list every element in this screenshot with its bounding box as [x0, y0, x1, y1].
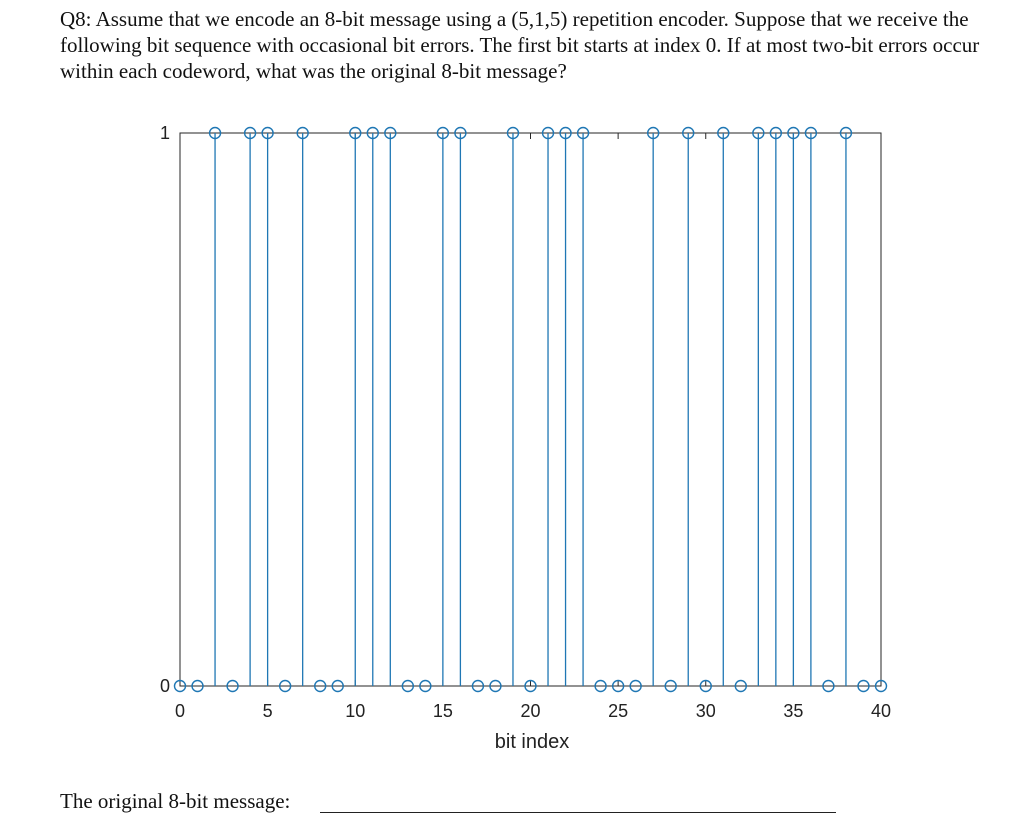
- answer-label: The original 8-bit message:: [60, 789, 291, 813]
- x-tick-label-30: 30: [695, 701, 716, 721]
- x-tick-label-25: 25: [608, 701, 629, 721]
- x-axis-label: bit index: [494, 731, 570, 753]
- x-tick-label-35: 35: [783, 701, 804, 721]
- x-tick-label-0: 0: [174, 701, 186, 721]
- y-tick-label-1: 1: [159, 123, 170, 143]
- y-tick-label-0: 0: [159, 676, 170, 696]
- x-tick-label-10: 10: [345, 701, 366, 721]
- question-text: Q8: Assume that we encode an 8-bit message using a (5,1,5) repetition encoder. Suppose that we receive the following bit sequence with occasional bit errors. The first bit starts at index 0. If at most two-bit errors occur within each codeword, what was the original 8-bit message?: [60, 7, 980, 83]
- answer-blank-line[interactable]: [320, 812, 836, 813]
- x-tick-label-15: 15: [432, 701, 453, 721]
- x-tick-label-5: 5: [262, 701, 273, 721]
- x-tick-label-40: 40: [870, 701, 892, 721]
- x-tick-label-20: 20: [520, 701, 541, 721]
